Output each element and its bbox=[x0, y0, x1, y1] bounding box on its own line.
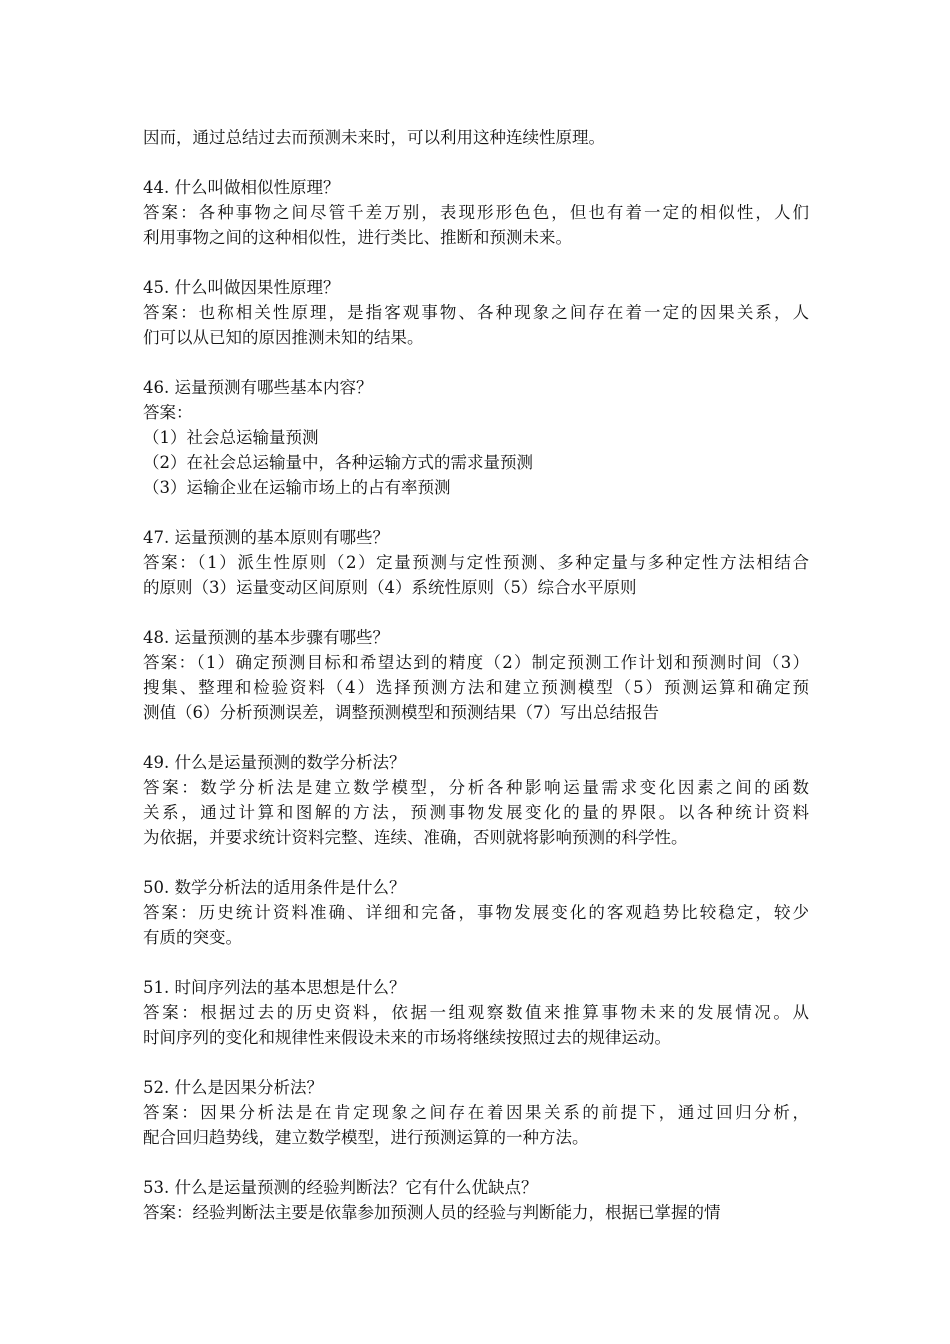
answer-line: 们可以从已知的原因推测未知的结果。 bbox=[143, 328, 424, 347]
answer-line: 答案：经验判断法主要是依靠参加预测人员的经验与判断能力，根据已掌握的情 bbox=[143, 1203, 721, 1222]
qa-item bbox=[143, 975, 809, 1050]
intro-text: 因而，通过总结过去而预测未来时，可以利用这种连续性原理。 bbox=[143, 128, 605, 147]
qa-item bbox=[143, 175, 809, 250]
qa-item bbox=[143, 1075, 809, 1150]
question-text: 45. 什么叫做因果性原理？ bbox=[143, 278, 340, 297]
answer-line: 答案：根据过去的历史资料，依据一组观察数值来推算事物未来的发展情况。从 bbox=[143, 1003, 809, 1022]
question-text: 46. 运量预测有哪些基本内容？ bbox=[143, 378, 373, 397]
qa-item bbox=[143, 275, 809, 350]
intro-paragraph bbox=[143, 125, 809, 150]
answer-line: 答案：因果分析法是在肯定现象之间存在着因果关系的前提下，通过回归分析， bbox=[143, 1103, 809, 1122]
question-text: 44. 什么叫做相似性原理？ bbox=[143, 178, 340, 197]
document-page bbox=[143, 125, 809, 1250]
answer-line: （2）在社会总运输量中，各种运输方式的需求量预测 bbox=[143, 453, 533, 472]
qa-list bbox=[143, 175, 809, 1225]
answer-line: 答案：数学分析法是建立数学模型，分析各种影响运量需求变化因素之间的函数 bbox=[143, 778, 809, 797]
answer-line: 有质的突变。 bbox=[143, 928, 242, 947]
answer-line: 答案：历史统计资料准确、详细和完备，事物发展变化的客观趋势比较稳定，较少 bbox=[143, 903, 809, 922]
answer-line: 答案：各种事物之间尽管千差万别，表现形形色色，但也有着一定的相似性，人们 bbox=[143, 203, 809, 222]
answer-line: 为依据，并要求统计资料完整、连续、准确，否则就将影响预测的科学性。 bbox=[143, 828, 688, 847]
answer-line: （3）运输企业在运输市场上的占有率预测 bbox=[143, 478, 451, 497]
answer-line: 时间序列的变化和规律性来假设未来的市场将继续按照过去的规律运动。 bbox=[143, 1028, 671, 1047]
qa-item bbox=[143, 625, 809, 725]
answer-line: 答案：（1）派生性原则（2）定量预测与定性预测、多种定量与多种定性方法相结合 bbox=[143, 553, 809, 572]
question-text: 48. 运量预测的基本步骤有哪些？ bbox=[143, 628, 389, 647]
answer-line: 配合回归趋势线，建立数学模型，进行预测运算的一种方法。 bbox=[143, 1128, 589, 1147]
answer-line: 利用事物之间的这种相似性，进行类比、推断和预测未来。 bbox=[143, 228, 572, 247]
qa-item bbox=[143, 375, 809, 500]
qa-item bbox=[143, 875, 809, 950]
qa-item bbox=[143, 525, 809, 600]
answer-line: 的原则（3）运量变动区间原则（4）系统性原则（5）综合水平原则 bbox=[143, 578, 637, 597]
qa-item bbox=[143, 1175, 809, 1225]
answer-line: 答案：也称相关性原理，是指客观事物、各种现象之间存在着一定的因果关系，人 bbox=[143, 303, 809, 322]
answer-line: （1）社会总运输量预测 bbox=[143, 428, 319, 447]
answer-line: 测值（6）分析预测误差，调整预测模型和预测结果（7）写出总结报告 bbox=[143, 703, 659, 722]
answer-line: 答案：（1）确定预测目标和希望达到的精度（2）制定预测工作计划和预测时间（3） bbox=[143, 653, 809, 672]
question-text: 50. 数学分析法的适用条件是什么？ bbox=[143, 878, 406, 897]
answer-line: 搜集、整理和检验资料（4）选择预测方法和建立预测模型（5）预测运算和确定预 bbox=[143, 678, 809, 697]
answer-line: 答案： bbox=[143, 403, 193, 422]
question-text: 49. 什么是运量预测的数学分析法？ bbox=[143, 753, 406, 772]
answer-line: 关系，通过计算和图解的方法，预测事物发展变化的量的界限。以各种统计资料 bbox=[143, 803, 809, 822]
question-text: 47. 运量预测的基本原则有哪些？ bbox=[143, 528, 389, 547]
question-text: 51. 时间序列法的基本思想是什么？ bbox=[143, 978, 406, 997]
qa-item bbox=[143, 750, 809, 850]
question-text: 53. 什么是运量预测的经验判断法？它有什么优缺点？ bbox=[143, 1178, 538, 1197]
question-text: 52. 什么是因果分析法？ bbox=[143, 1078, 323, 1097]
